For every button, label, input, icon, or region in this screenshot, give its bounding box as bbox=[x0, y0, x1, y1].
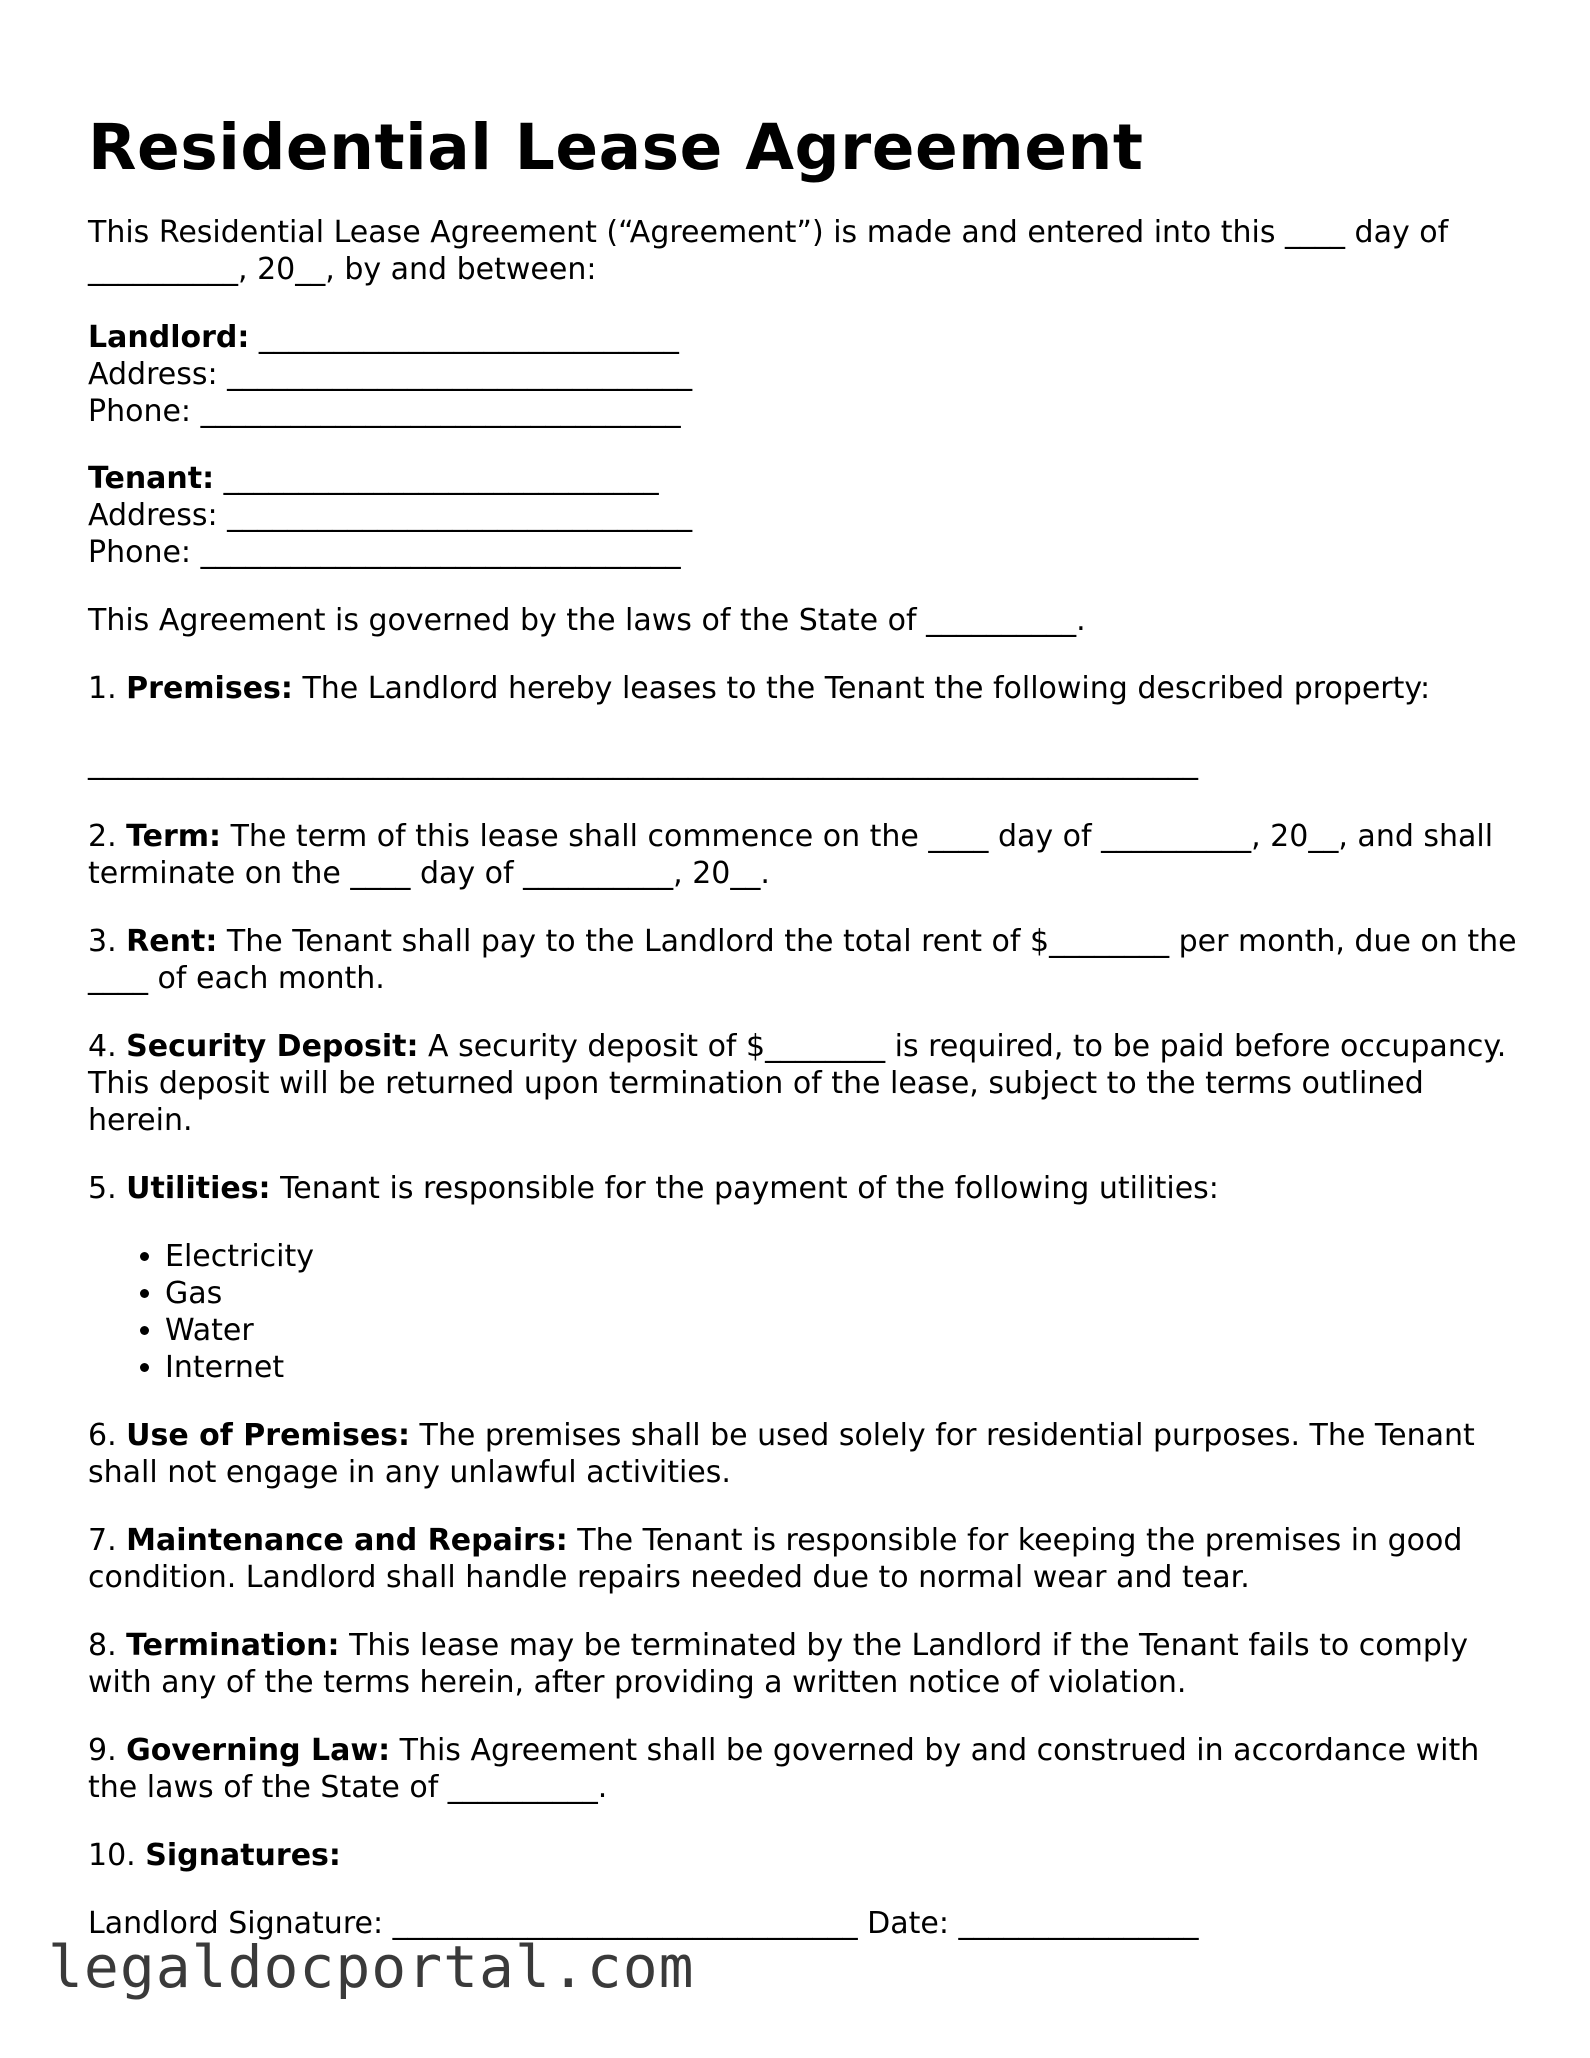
section-term bbox=[88, 818, 1528, 892]
section-heading: Maintenance and Repairs: bbox=[126, 1523, 568, 1558]
page-title: Residential Lease Agreement bbox=[88, 111, 1144, 184]
section-premises bbox=[88, 670, 1528, 707]
lease-document bbox=[88, 100, 1528, 1942]
section-heading: Termination: bbox=[126, 1628, 340, 1663]
landlord-signature-line: Landlord Signature: _______________________________ Date: ________________ bbox=[88, 1906, 1199, 1941]
section-maintenance bbox=[88, 1522, 1528, 1596]
utilities-list bbox=[88, 1238, 1528, 1386]
section-heading: Security Deposit: bbox=[126, 1029, 419, 1064]
section-text: The Tenant is responsible for keeping the premises in good condition. Landlord shall handle repairs needed due to normal wear and tear. bbox=[88, 1523, 1463, 1595]
governed-by-paragraph: This Agreement is governed by the laws of the State of __________. bbox=[88, 603, 1086, 638]
section-heading: Utilities: bbox=[126, 1171, 271, 1206]
list-item: • Water bbox=[165, 1312, 1528, 1349]
premises-blank-line: __________________________________________________________________________ bbox=[88, 746, 1198, 781]
section-utilities bbox=[88, 1170, 1528, 1207]
section-text: The premises shall be used solely for residential purposes. The Tenant shall not engage in any unlawful activities. bbox=[88, 1418, 1475, 1490]
section-heading: Term: bbox=[126, 819, 222, 854]
section-heading: Governing Law: bbox=[126, 1733, 391, 1768]
section-number: 10. bbox=[88, 1838, 146, 1873]
section-text: The Landlord hereby leases to the Tenant the following described property: bbox=[292, 671, 1431, 706]
section-text: This Agreement shall be governed by and construed in accordance with the laws of the State of __________. bbox=[88, 1733, 1480, 1805]
section-text: Tenant is responsible for the payment of the following utilities: bbox=[270, 1171, 1219, 1206]
landlord-name-blank: ____________________________ bbox=[249, 320, 679, 355]
section-heading: Signatures: bbox=[145, 1838, 341, 1873]
section-heading: Use of Premises: bbox=[126, 1418, 411, 1453]
section-number: 3. bbox=[88, 924, 127, 959]
tenant-block bbox=[88, 460, 1528, 571]
section-text: The Tenant shall pay to the Landlord the total rent of $________ per month, due on the ____ of each month. bbox=[88, 924, 1517, 996]
section-termination bbox=[88, 1627, 1528, 1701]
landlord-phone-line: Phone: ________________________________ bbox=[88, 394, 681, 429]
section-number: 9. bbox=[88, 1733, 127, 1768]
list-item: • Electricity bbox=[165, 1238, 1528, 1275]
tenant-address-line: Address: _______________________________ bbox=[88, 498, 693, 533]
tenant-phone-line: Phone: ________________________________ bbox=[88, 535, 681, 570]
section-heading: Premises: bbox=[126, 671, 293, 706]
section-rent bbox=[88, 923, 1528, 997]
section-number: 1. bbox=[88, 671, 127, 706]
section-use-of-premises bbox=[88, 1417, 1528, 1491]
section-number: 5. bbox=[88, 1171, 127, 1206]
section-number: 2. bbox=[88, 819, 127, 854]
section-number: 8. bbox=[88, 1628, 127, 1663]
landlord-label: Landlord: bbox=[88, 320, 250, 355]
section-governing-law bbox=[88, 1732, 1528, 1806]
tenant-name-line bbox=[88, 460, 1528, 497]
section-number: 7. bbox=[88, 1523, 127, 1558]
section-text: The term of this lease shall commence on the ____ day of __________, 20__, and shall terminate on the ____ day of __________, 20__. bbox=[88, 819, 1494, 891]
watermark: legaldocportal.com bbox=[48, 1933, 695, 2001]
landlord-block bbox=[88, 319, 1528, 430]
tenant-label: Tenant: bbox=[88, 461, 215, 496]
section-text: This lease may be terminated by the Landlord if the Tenant fails to comply with any of the terms herein, after providing a written notice of violation. bbox=[88, 1628, 1468, 1700]
intro-paragraph: This Residential Lease Agreement (“Agreement”) is made and entered into this ____ day of __________, 20__, by and between: bbox=[88, 215, 1449, 287]
section-security-deposit bbox=[88, 1028, 1528, 1139]
section-heading: Rent: bbox=[126, 924, 218, 959]
landlord-name-line bbox=[88, 319, 1528, 356]
section-text: A security deposit of $________ is required, to be paid before occupancy. This deposit will be returned upon termination of the lease, subject to the terms outlined herein. bbox=[88, 1029, 1507, 1138]
tenant-name-blank: _____________________________ bbox=[214, 461, 659, 496]
landlord-address-line: Address: _______________________________ bbox=[88, 357, 693, 392]
list-item: • Internet bbox=[165, 1349, 1528, 1386]
section-signatures bbox=[88, 1837, 1528, 1874]
section-number: 6. bbox=[88, 1418, 127, 1453]
section-number: 4. bbox=[88, 1029, 127, 1064]
list-item: • Gas bbox=[165, 1275, 1528, 1312]
